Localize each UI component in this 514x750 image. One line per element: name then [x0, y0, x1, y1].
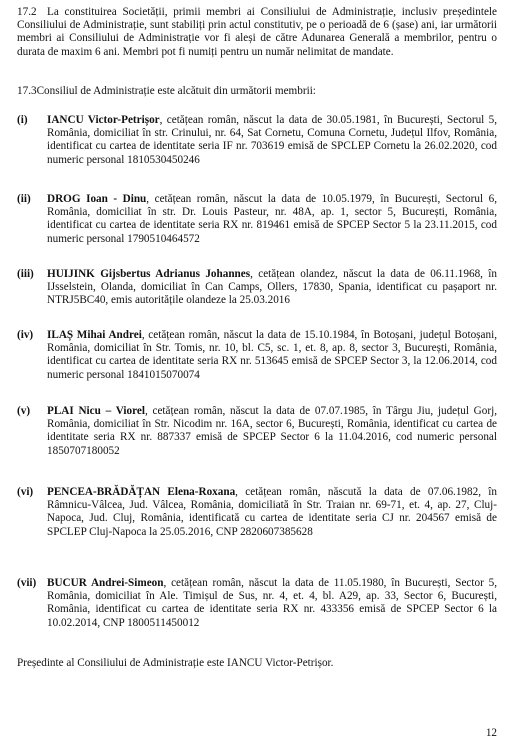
member-details: , cetățean olandez, născut la data de 06.11.1968, în IJsselstein, Olanda, domiciliat în Can Camps, Ollers, 17830, Spania, identificat cu pașaport nr. NTRJ5BC40, emis autoritățile olandeze la 25.03.2016 [47, 268, 498, 307]
member-name: PENCEA-BRĂDĂȚAN Elena-Roxana [47, 486, 236, 498]
member-details: , cetățean român, născut la data de 07.07.1985, în Târgu Jiu, județul Gorj, România, domiciliat în Str. Nicodim nr. 16A, sector 6, București, România, identificat cu cartea de identitate seria RX nr. 887337 emisă de SPCEP Sector 6 la 11.04.2016, cod numeric personal 1850707180052 [47, 405, 497, 457]
member-text [47, 577, 497, 630]
member-name: IANCU Victor-Petrișor [47, 114, 160, 126]
member-label: (vii) [17, 577, 37, 589]
member-details: , cetățean român, născut la data de 11.05.1980, în București, Sector 5, România, domiciliat în Ale. Timișul de Sus, nr. 4, et. 4, bl. A29, ap. 33, Sector 6, București, România, identificat cu cartea de identitate seria RX nr. 433356 emisă de SPCEP Sector 6 la 10.02.2014, CNP 1800511450012 [47, 577, 497, 629]
member-details: , cetățean român, născut la data de 15.10.1984, în Botoșani, județul Botoșani, România, domiciliat în Str. Tomis, nr. 10, bl. C5, sc. 1, et. 8, ap. 8, sector 3, București, România, identificat cu cartea de identitate seria RX nr. 513645 emisă de SPCEP Sector 3, la 12.06.2014, cod numeric personal 1841015070074 [47, 329, 497, 381]
member-label: (ii) [17, 193, 31, 205]
article-17-2-number: 17.2 [17, 6, 37, 18]
member-name: ILAȘ Mihai Andrei [47, 329, 142, 341]
member-details: , cetățean român, născut la data de 10.05.1979, în București, Sectorul 6, România, domiciliat în str. Dr. Louis Pasteur, nr. 48A, ap. 1, sector 5, București, România, identificat cu cartea de identitate seria RX nr. 819461 emisă de SPCEP Sector 5 la 23.11.2015, cod numeric personal 1790510464572 [47, 193, 497, 245]
member-label: (vi) [17, 486, 34, 498]
member-name: HUIJINK Gijsbertus Adrianus Johannes [47, 268, 251, 280]
member-name: PLAI Nicu – Viorel [47, 405, 145, 417]
member-text [47, 114, 497, 167]
article-17-2-text: La constituirea Societății, primii membri ai Consiliului de Administrație, inclusiv președintele Consiliului de Administrație, sunt stabiliți prin actul constitutiv, pe o perioadă de 6 (șase) ani, iar următorii membri ai Consiliului de Administrație vor fi aleși de către Adunarea Generală a membrilor, pentru o durata de maxim 6 ani. Membri pot fi numiți pentru un număr nelimitat de mandate. [17, 6, 497, 58]
member-label: (iv) [17, 329, 34, 341]
article-17-2-paragraph [17, 6, 497, 59]
member-name: BUCUR Andrei-Simeon [47, 577, 164, 589]
member-name: DROG Ioan - Dinu [47, 193, 147, 205]
member-text [47, 268, 497, 308]
member-details: , cetățean român, născută la data de 07.06.1982, în Râmnicu-Vâlcea, Jud. Vâlcea, România, domiciliată în Str. Traian nr. 69-71, et. 4, ap. 27, Cluj-Napoca, Jud. Cluj, România, identificată cu cartea de identitate seria CJ nr. 204567 emisă de SPCLEP Cluj-Napoca la 25.05.2016, CNP 2820607385628 [47, 486, 498, 538]
member-text [47, 329, 497, 382]
member-text [47, 193, 497, 246]
member-label: (i) [17, 114, 28, 126]
member-text [47, 486, 497, 539]
president-statement: Președinte al Consiliului de Administrație este IANCU Victor-Petrișor. [17, 657, 334, 669]
member-label: (v) [17, 405, 31, 417]
member-details: , cetățean român, născut la data de 30.05.1981, în București, Sectorul 5, România, domiciliat în str. Crinului, nr. 64, Sat Cornetu, Comuna Cornetu, Județul Ilfov, România, identificat cu cartea de identitate seria IF nr. 703619 emisă de SPCLEP Cornetu la 26.02.2020, cod numeric personal 1810530450246 [47, 114, 497, 166]
member-label: (iii) [17, 268, 34, 280]
page-number: 12 [485, 727, 497, 739]
member-text [47, 405, 497, 458]
article-17-3-paragraph: 17.3Consiliul de Administrație este alcătuit din următorii membrii: [17, 85, 316, 97]
